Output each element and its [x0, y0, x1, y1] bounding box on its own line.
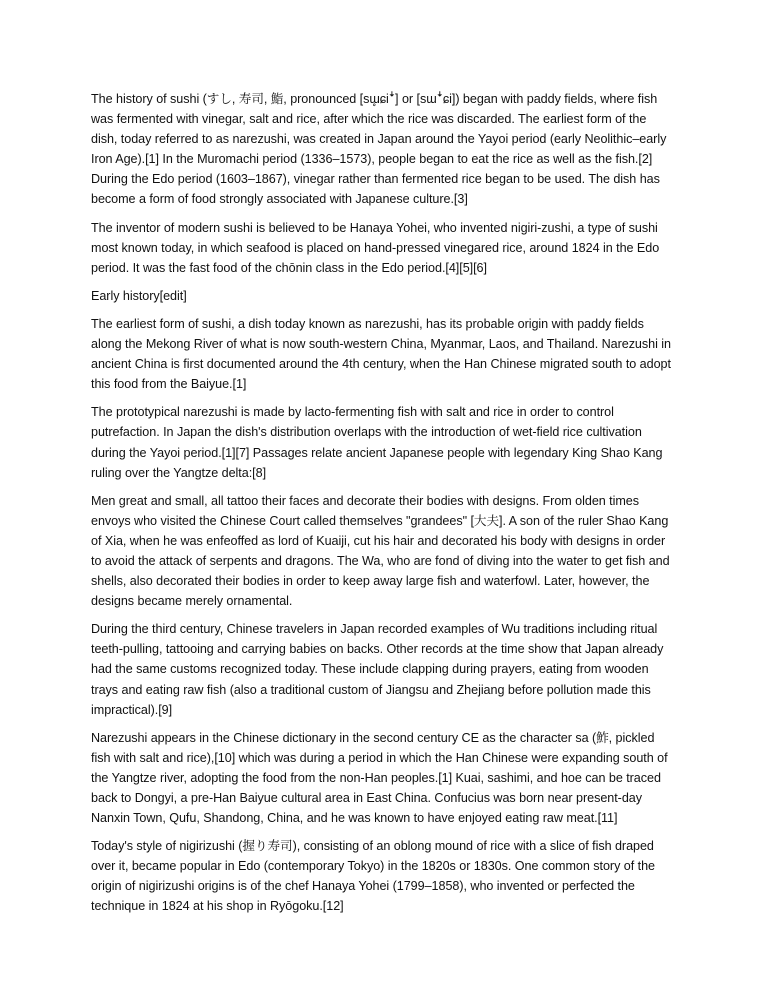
- earliest-form-paragraph: The earliest form of sushi, a dish today known as narezushi, has its probable origin with paddy fields along the Mekong River of what is now south-western China, Myanmar, Laos, and Thailand. Narezushi in ancient China is first documented around the 4th century, when the Han Chinese migrated south to adopt this food from the Baiyue.[1]: [91, 316, 671, 392]
- quotation-paragraph: Men great and small, all tattoo their faces and decorate their bodies with designs. From olden times envoys who visited the Chinese Court called themselves "grandees" [大夫]. A son of the ruler Shao Kang of Xia, when he was enfeoffed as lord of Kuaiji, cut his hair and decorated his body with designs in order to avoid the attack of serpents and dragons. The Wa, who are fond of diving into the water to get fish and shells, also decorated their bodies in order to keep away large fish and waterfowl. Later, however, the designs became merely ornamental.: [91, 493, 670, 609]
- nigirizushi-paragraph: Today's style of nigirizushi (握り寿司), consisting of an oblong mound of rice with a slice of fish draped over it, became popular in Edo (contemporary Tokyo) in the 1820s or 1830s. One common story of the origin of nigirizushi origins is of the chef Hanaya Yohei (1799–1858), who invented or perfected the technique in 1824 at his shop in Ryōgoku.[12]: [91, 839, 655, 914]
- intro-paragraph: The history of sushi (すし, 寿司, 鮨, pronounced [sɯ̥ɕiꜜ] or [sɯꜜɕi]) began with paddy fields, where fish was fermented with vinegar, salt and rice, after which the rice was discarded. The earliest form of the dish, today referred to as narezushi, was created in Japan around the Yayoi period (early Neolithic–early Iron Age).[1] In the Muromachi period (1336–1573), people began to eat the rice as well as the fish.[2] During the Edo period (1603–1867), vinegar rather than fermented rice began to be used. The dish has become a form of food strongly associated with Japanese culture.[3]: [91, 92, 667, 207]
- chinese-dictionary-paragraph: Narezushi appears in the Chinese dictionary in the second century CE as the character sa (鮓, pickled fish with salt and rice),[10] which was during a period in which the Han Chinese were expanding south of the Yangtze river, adopting the food from the non-Han peoples.[1] Kuai, sashimi, and hoe can be traced back to Dongyi, a pre-Han Baiyue cultural area in East China. Confucius was born near present-day Nanxin Town, Qufu, Shandong, China, and he was known to have enjoyed eating raw meat.[11]: [91, 730, 668, 826]
- prototypical-narezushi-paragraph: The prototypical narezushi is made by lacto-fermenting fish with salt and rice in order to control putrefaction. In Japan the dish's distribution overlaps with the introduction of wet-field rice cultivation during the Yayoi period.[1][7] Passages relate ancient Japanese people with legendary King Shao Kang ruling over the Yangtze delta:[8]: [91, 405, 663, 480]
- third-century-paragraph: During the third century, Chinese travelers in Japan recorded examples of Wu traditions including ritual teeth-pulling, tattooing and carrying babies on backs. Other records at the time show that Japan already had the same customs recognized today. These include clapping during prayers, eating from wooden trays and eating raw fish (also a traditional custom of Jiangsu and Zhejiang before pollution made this impractical).[9]: [91, 622, 664, 717]
- modern-sushi-paragraph: The inventor of modern sushi is believed to be Hanaya Yohei, who invented nigiri-zushi, a type of sushi most known today, in which seafood is placed on hand-pressed vinegared rice, around 1824 in the Edo period. It was the fast food of the chōnin class in the Edo period.[4][5][6]: [91, 220, 660, 275]
- early-history-heading: Early history[edit]: [91, 288, 187, 303]
